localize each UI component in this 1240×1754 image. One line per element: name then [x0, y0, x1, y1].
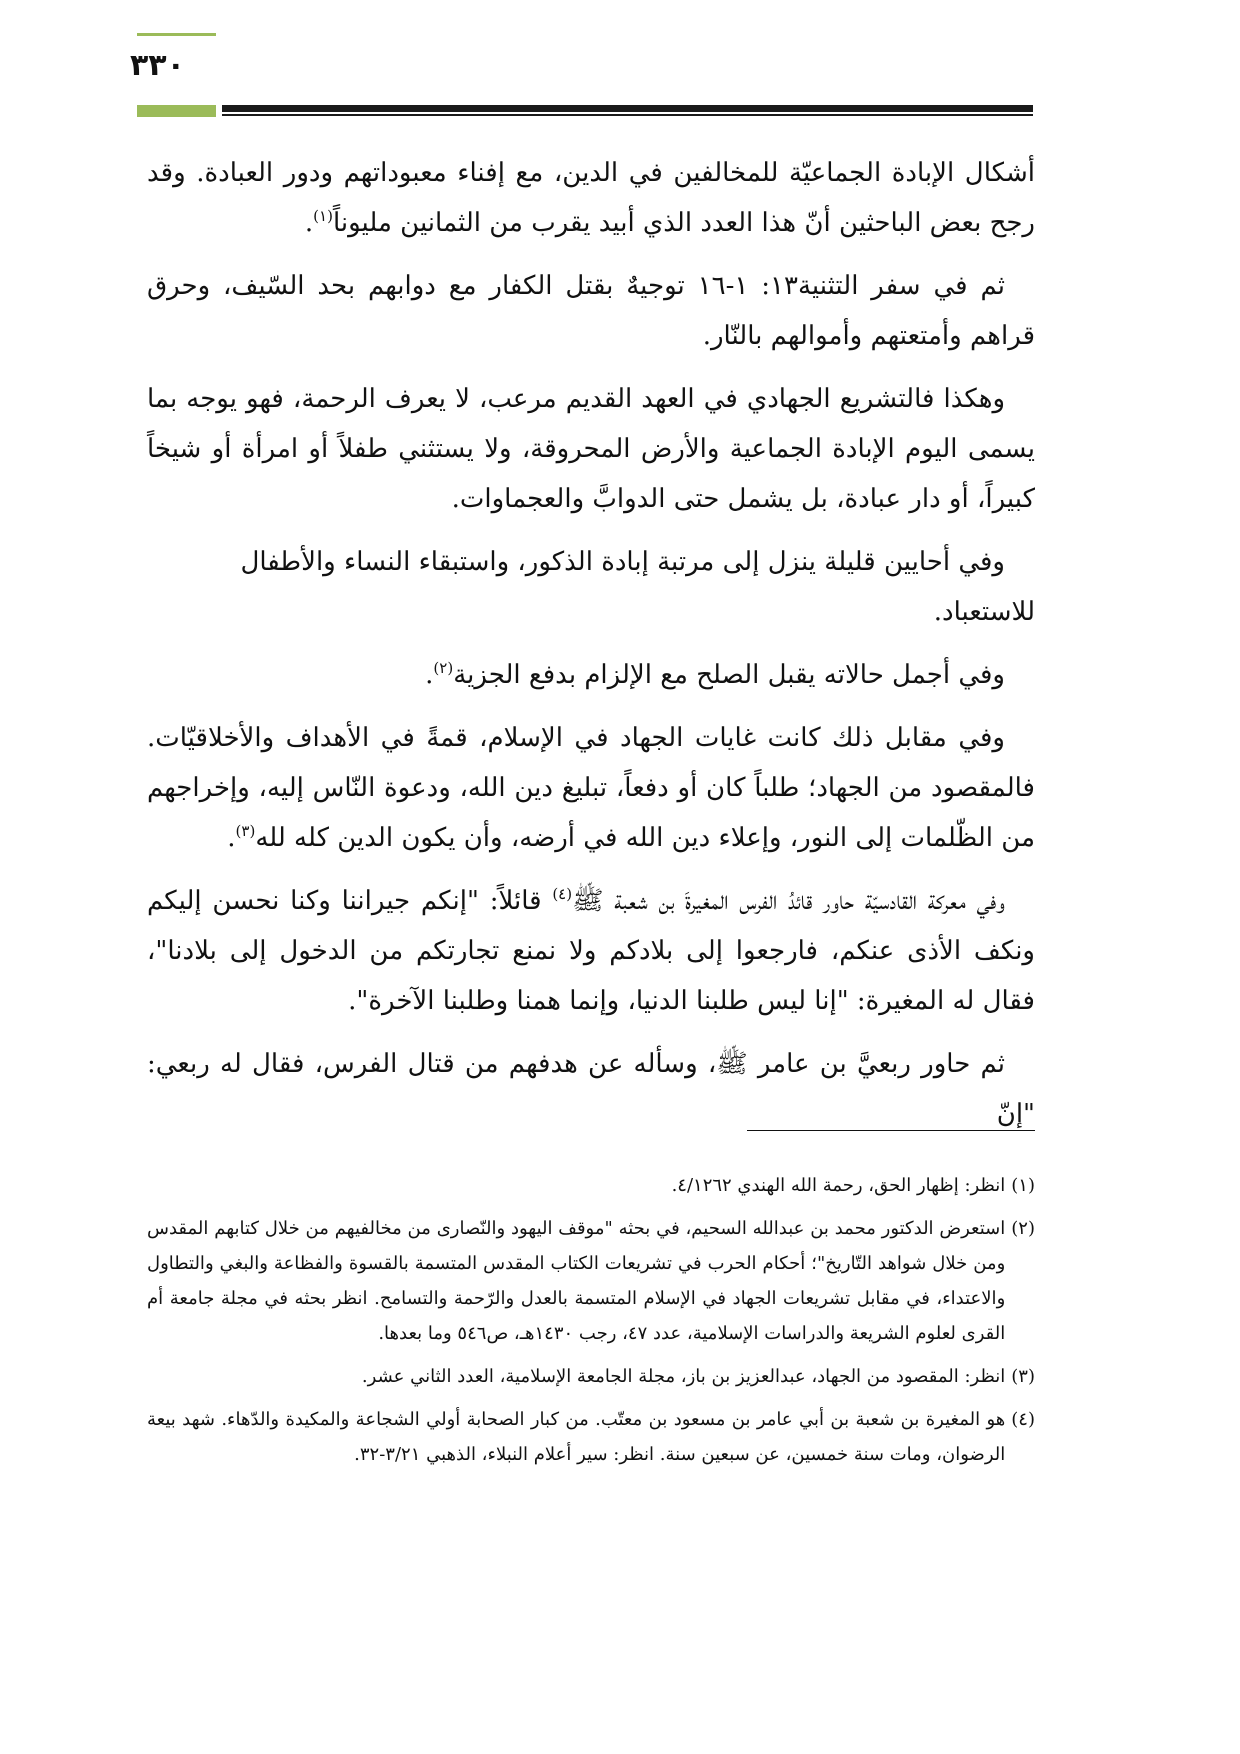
footnote	[147, 1359, 1035, 1394]
footnote-number: (٣)	[1011, 1366, 1035, 1387]
header-accent-block	[137, 105, 216, 117]
footnote	[147, 1402, 1035, 1472]
footnote-separator	[747, 1130, 1035, 1131]
main-text	[147, 148, 1035, 1152]
footnote-number: (٤)	[1011, 1409, 1035, 1430]
footnote-ref: (٢)	[433, 659, 454, 677]
footnote-text: انظر: إظهار الحق، رحمة الله الهندي ٤/١٢٦٢.	[671, 1175, 1006, 1196]
footnote-text: هو المغيرة بن شعبة بن أبي عامر بن مسعود بن معتّب. من كبار الصحابة أولي الشجاعة والمكيدة والدّهاء. شهد بيعة الرضوان، ومات سنة خمسين، عن سبعين سنة. انظر: سير أعلام النبلاء، الذهبي ٣/٢١-٣٢.	[147, 1409, 1006, 1465]
footnote-text: انظر: المقصود من الجهاد، عبدالعزيز بن باز، مجلة الجامعة الإسلامية، العدد الثاني عشر.	[361, 1366, 1006, 1387]
paragraph: وفي مقابل ذلك كانت غايات الجهاد في الإسلام، قمةً في الأهداف والأخلاقيّات. فالمقصود من الجهاد؛ طلباً كان أو دفعاً، تبليغ دين الله، ودعوة النّاس إليه، وإخراجهم من الظّلمات إلى النور، وإعلاء دين الله في أرضه، وأن يكون الدين كله لله$^{(٣)}$.	[147, 723, 1035, 853]
footnote-number: (١)	[1011, 1175, 1035, 1196]
footnote-ref: (١)	[313, 207, 333, 225]
paragraph: وفي أحايين قليلة ينزل إلى مرتبة إبادة الذكور، واستبقاء النساء والأطفال للاستعباد.	[240, 547, 1035, 627]
paragraph: ثم في سفر التثنية١٣: ١-١٦ توجيهٌ بقتل الكفار مع دوابهم بحد السّيف، وحرق قراهم وأمتعتهم وأموالهم بالنّار.	[147, 271, 1035, 351]
footnote-ref: (٤)	[552, 885, 573, 903]
paragraph: ثم حاور ربعيَّ بن عامر ﷺ، وسأله عن هدفهم من قتال الفرس، فقال له ربعي: "إنّ	[147, 1049, 1035, 1129]
header-rule-thin	[222, 114, 1033, 116]
footnote	[147, 1168, 1035, 1203]
footnote-text: استعرض الدكتور محمد بن عبدالله السحيم، في بحثه "موقف اليهود والنّصارى من مخالفيهم من خلال كتابهم المقدس ومن خلال شواهد التّاريخ"؛ أحكام الحرب في تشريعات الكتاب المقدس المتسمة بالقسوة والفظاعة والبغي والتطاول والاعتداء، في مقابل تشريعات الجهاد في الإسلام المتسمة بالعدل والرّحمة والتسامح. انظر بحثه في مجلة جامعة أم القرى لعلوم الشريعة والدراسات الإسلامية، عدد ٤٧، رجب ١٤٣٠هـ، ص٥٤٦ وما بعدها.	[147, 1218, 1006, 1344]
page-number: ٣٣٠	[130, 48, 185, 83]
footnote	[147, 1211, 1035, 1351]
paragraph: وفي أجمل حالاته يقبل الصلح مع الإلزام بدفع الجزية$^{(٢)}$.	[425, 659, 1005, 690]
paragraph: وهكذا فالتشريع الجهادي في العهد القديم مرعب، لا يعرف الرحمة، فهو يوجه بما يسمى اليوم الإبادة الجماعية والأرض المحروقة، ولا يستثني طفلاً أو امرأة أو شيخاً كبيراً، أو دار عبادة، بل يشمل حتى الدوابَّ والعجماوات.	[147, 384, 1035, 514]
paragraph: أشكال الإبادة الجماعيّة للمخالفين في الدين، مع إفناء معبوداتهم ودور العبادة. وقد رجح بعض الباحثين أنّ هذا العدد الذي أبيد يقرب من الثمانين مليوناً$^{(١)}$.	[147, 158, 1035, 238]
paragraph: وفي معركة القادسيّة حاور قائدُ الفرس المغيرةَ بن شعبة ﷺ$^{(٤)}$ قائلاً: "إنكم جيراننا وكنا نحسن إليكم ونكف الأذى عنكم، فارجعوا إلى بلادكم ولا نمنع تجارتكم من الدخول إلى بلادنا"، فقال له المغيرة: "إنا ليس طلبنا الدنيا، وإنما همنا وطلبنا الآخرة".	[147, 885, 1035, 1016]
footnotes	[147, 1168, 1035, 1480]
header-rule	[222, 105, 1033, 112]
footnote-ref: (٣)	[235, 822, 256, 840]
footnote-number: (٢)	[1011, 1218, 1035, 1239]
header-accent-line	[137, 33, 216, 36]
